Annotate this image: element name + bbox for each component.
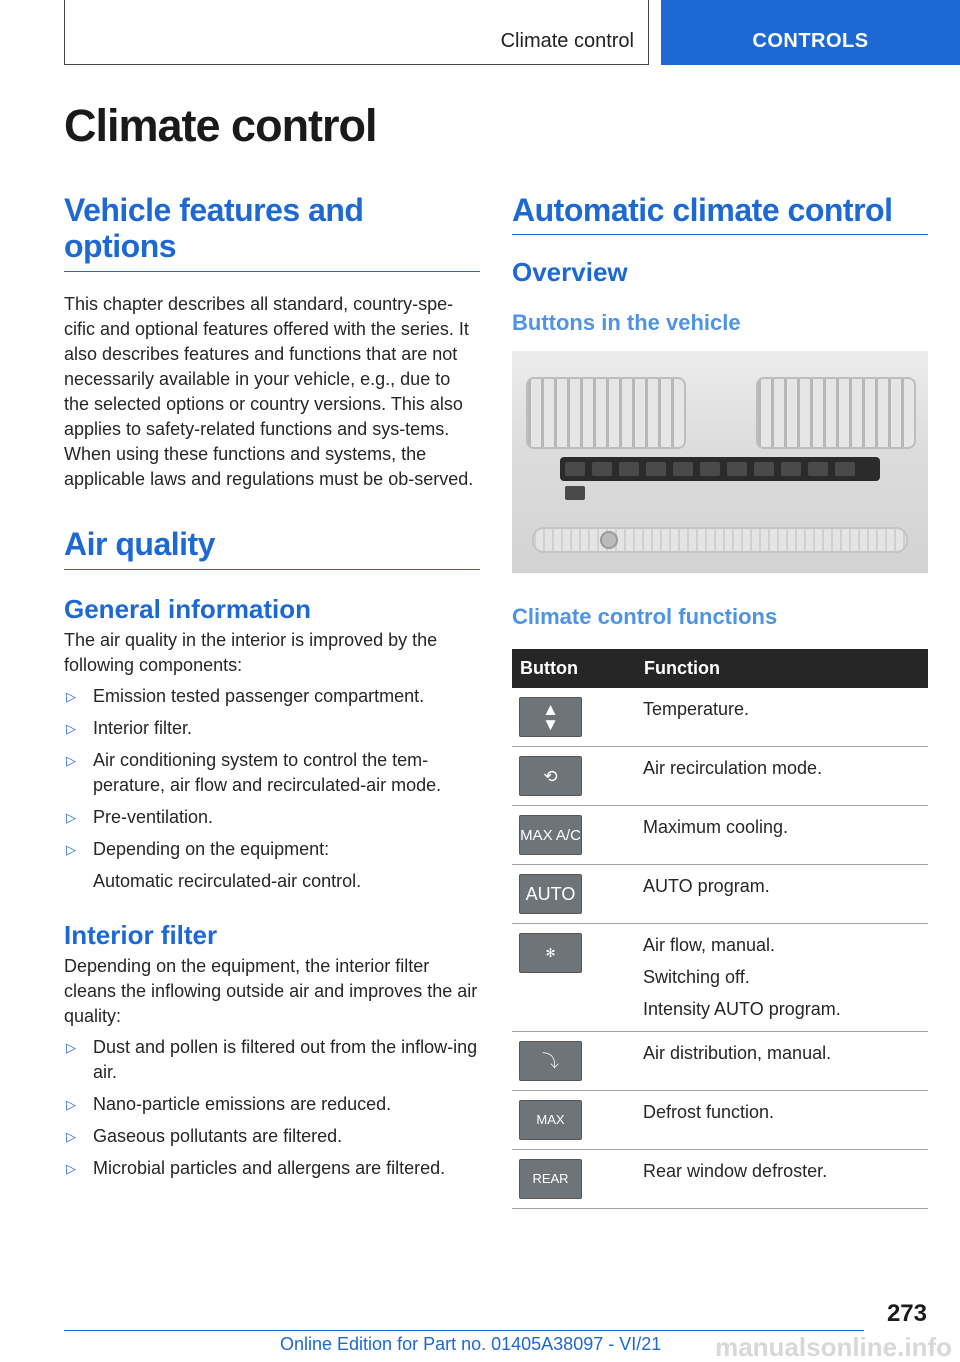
interior-filter-text: Depending on the equipment, the interior filter cleans the inflowing outside air and improves the air quality: bbox=[64, 956, 478, 1026]
table-row: MAX Defrost function. bbox=[512, 1091, 928, 1150]
bullet-triangle-icon: ▷ bbox=[66, 1097, 76, 1112]
air-quality-heading: Air quality bbox=[64, 526, 480, 570]
list-item: ▷ Depending on the equipment: bbox=[64, 837, 480, 862]
list-item: ▷ Nano-particle emissions are reduced. bbox=[64, 1092, 480, 1117]
bullet-triangle-icon: ▷ bbox=[66, 753, 76, 768]
bullet-triangle-icon: ▷ bbox=[66, 689, 76, 704]
header-category-label: CONTROLS bbox=[752, 30, 869, 52]
bullet-triangle-icon: ▷ bbox=[66, 810, 76, 825]
overview-heading: Overview bbox=[512, 257, 628, 287]
max-ac-icon: MAX A/C bbox=[519, 815, 582, 855]
general-info-list bbox=[64, 684, 480, 862]
climate-functions-table bbox=[512, 649, 928, 1209]
max-defrost-icon: MAX bbox=[519, 1100, 582, 1140]
rear-defrost-icon: REAR bbox=[519, 1159, 582, 1199]
bullet-triangle-icon: ▷ bbox=[66, 721, 76, 736]
header-category-tab[interactable] bbox=[661, 0, 960, 65]
fan-off-icon: ✻ bbox=[519, 933, 582, 973]
left-column bbox=[64, 192, 480, 1188]
buttons-heading: Buttons in the vehicle bbox=[512, 310, 741, 335]
auto-climate-heading: Automatic climate control bbox=[512, 192, 928, 235]
general-info-text: The air quality in the interior is improved by the following components: bbox=[64, 630, 438, 675]
list-item: ▷ Air conditioning system to control the tem-perature, air flow and recirculated-air mode. bbox=[66, 750, 442, 795]
dashboard-photo bbox=[512, 351, 928, 573]
table-header-button: Button bbox=[512, 649, 636, 688]
features-text: This chapter describes all standard, country-spe-cific and optional features offered with the series. It also describes features and functions that are not necessarily available in your vehicle, e.g., due to the selected options or country versions. This also applies to safety-related functions and sys-tems. When using these functions and systems, the applicable laws and regulations must be ob-served. bbox=[64, 294, 474, 489]
list-item: ▷ Interior filter. bbox=[64, 716, 480, 741]
bullet-triangle-icon: ▷ bbox=[66, 842, 76, 857]
table-row: ⤵ Air distribution, manual. bbox=[512, 1032, 928, 1091]
list-item: ▷ Emission tested passenger compartment. bbox=[64, 684, 480, 709]
page-number: 273 bbox=[886, 1300, 927, 1327]
list-item: ▷ Pre-ventilation. bbox=[64, 805, 480, 830]
bullet-triangle-icon: ▷ bbox=[66, 1040, 76, 1055]
table-row: ▲ ▼ Temperature. bbox=[512, 688, 928, 747]
functions-heading: Climate control functions bbox=[512, 604, 778, 629]
watermark: manualsonline.info bbox=[715, 1332, 952, 1362]
features-heading: Vehicle features and options bbox=[64, 192, 480, 272]
bullet-triangle-icon: ▷ bbox=[66, 1129, 76, 1144]
right-air-vent bbox=[756, 377, 916, 449]
interior-filter-heading: Interior filter bbox=[64, 920, 218, 950]
temperature-arrows-icon: ▲ ▼ bbox=[519, 697, 582, 737]
list-item: ▷ Microbial particles and allergens are filtered. bbox=[64, 1156, 480, 1181]
footer-edition: Online Edition for Part no. 01405A38097 - VI/21 bbox=[280, 1334, 662, 1354]
general-info-subitem: Automatic recirculated-air control. bbox=[93, 871, 362, 891]
air-distribution-icon: ⤵ bbox=[519, 1041, 582, 1081]
bullet-triangle-icon: ▷ bbox=[66, 1161, 76, 1176]
general-info-heading: General information bbox=[64, 594, 312, 624]
control-knob bbox=[600, 531, 618, 549]
list-item: ▷ Gaseous pollutants are filtered. bbox=[64, 1124, 480, 1149]
table-row: REAR Rear window defroster. bbox=[512, 1150, 928, 1209]
interior-filter-list bbox=[64, 1035, 480, 1181]
footer-divider bbox=[64, 1330, 864, 1331]
page-title: Climate control bbox=[64, 100, 377, 151]
list-item: ▷ Dust and pollen is filtered out from the inflow-ing air. bbox=[66, 1037, 478, 1082]
climate-button-panel bbox=[560, 457, 880, 481]
table-row: AUTO AUTO program. bbox=[512, 865, 928, 924]
table-row: ⟲ Air recirculation mode. bbox=[512, 747, 928, 806]
table-row: ✻ Air flow, manual. Switching off. Intensity AUTO program. bbox=[512, 924, 928, 1032]
table-header-function: Function bbox=[636, 649, 928, 688]
air-recirculation-icon: ⟲ bbox=[519, 756, 582, 796]
right-column bbox=[512, 192, 928, 1209]
header-section-box bbox=[64, 0, 649, 65]
auto-icon: AUTO bbox=[519, 874, 582, 914]
lower-vent-strip bbox=[532, 527, 908, 553]
left-air-vent bbox=[526, 377, 686, 449]
table-row: MAX A/C Maximum cooling. bbox=[512, 806, 928, 865]
header-section-title: Climate control bbox=[500, 30, 634, 52]
